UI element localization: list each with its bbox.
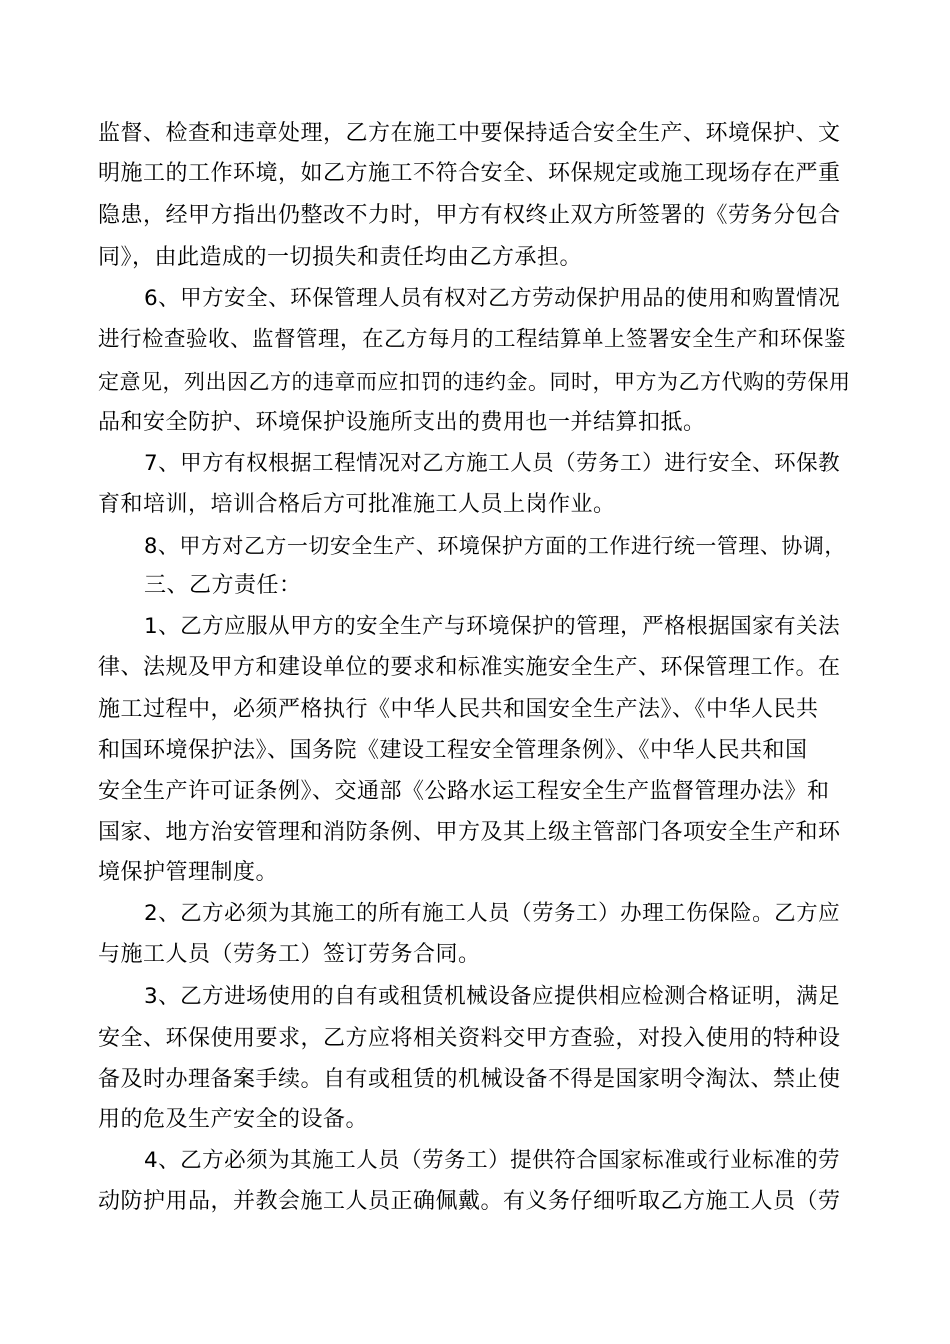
text-line: 境保护管理制度。 <box>98 860 279 885</box>
text-line: 8、甲方对乙方一切安全生产、环境保护方面的工作进行统一管理、协调， <box>144 534 846 558</box>
text-line: 动防护用品，并教会施工人员正确佩戴。有义务仔细听取乙方施工人员（劳 <box>98 1189 841 1214</box>
text-line: 7、甲方有权根据工程情况对乙方施工人员（劳务工）进行安全、环保教 <box>144 451 841 476</box>
text-line: 和国环境保护法》、国务院《建设工程安全管理条例》、《中华人民共和国 <box>98 738 808 763</box>
text-line: 进行检查验收、监督管理，在乙方每月的工程结算单上签署安全生产和环保鉴 <box>98 327 847 352</box>
text-line: 2、乙方必须为其施工的所有施工人员（劳务工）办理工伤保险。乙方应 <box>144 901 841 926</box>
text-line: 定意见，列出因乙方的违章而应扣罚的违约金。同时，甲方为乙方代购的劳保用 <box>98 370 851 394</box>
text-line: 安全、环保使用要求，乙方应将相关资料交甲方查验，对投入使用的特种设 <box>98 1026 841 1051</box>
text-line: 品和安全防护、环境保护设施所支出的费用也一并结算扣抵。 <box>98 410 706 435</box>
text-line: 6、甲方安全、环保管理人员有权对乙方劳动保护用品的使用和购置情况 <box>144 286 841 311</box>
text-line: 用的危及生产安全的设备。 <box>98 1107 369 1132</box>
text-line: 施工过程中，必须严格执行《中华人民共和国安全生产法》、《中华人民共 <box>98 697 819 722</box>
section-heading: 三、乙方责任： <box>144 573 302 598</box>
text-line: 备及时办理备案手续。自有或租赁的机械设备不得是国家明令淘汰、禁止使 <box>98 1067 841 1092</box>
text-line: 同》，由此造成的一切损失和责任均由乙方承担。 <box>98 245 583 270</box>
text-line: 育和培训，培训合格后方可批准施工人员上岗作业。 <box>98 492 616 517</box>
text-line: 明施工的工作环境，如乙方施工不符合安全、环保规定或施工现场存在严重 <box>98 161 841 186</box>
text-line: 1、乙方应服从甲方的安全生产与环境保护的管理，严格根据国家有关法 <box>144 614 841 639</box>
text-line: 国家、地方治安管理和消防条例、甲方及其上级主管部门各项安全生产和环 <box>98 820 841 845</box>
text-line: 与施工人员（劳务工）签订劳务合同。 <box>98 942 481 967</box>
text-line: 3、乙方进场使用的自有或租赁机械设备应提供相应检测合格证明，满足 <box>144 984 841 1009</box>
text-line: 隐患，经甲方指出仍整改不力时，甲方有权终止双方所签署的《劳务分包合 <box>98 203 841 228</box>
text-line: 律、法规及甲方和建设单位的要求和标准实施安全生产、环保管理工作。在 <box>98 655 841 680</box>
text-line: 监督、检查和违章处理，乙方在施工中要保持适合安全生产、环境保护、文 <box>98 121 841 146</box>
text-line: 安全生产许可证条例》、交通部《公路水运工程安全生产监督管理办法》和 <box>98 779 830 804</box>
text-line: 4、乙方必须为其施工人员（劳务工）提供符合国家标准或行业标准的劳 <box>144 1148 841 1173</box>
